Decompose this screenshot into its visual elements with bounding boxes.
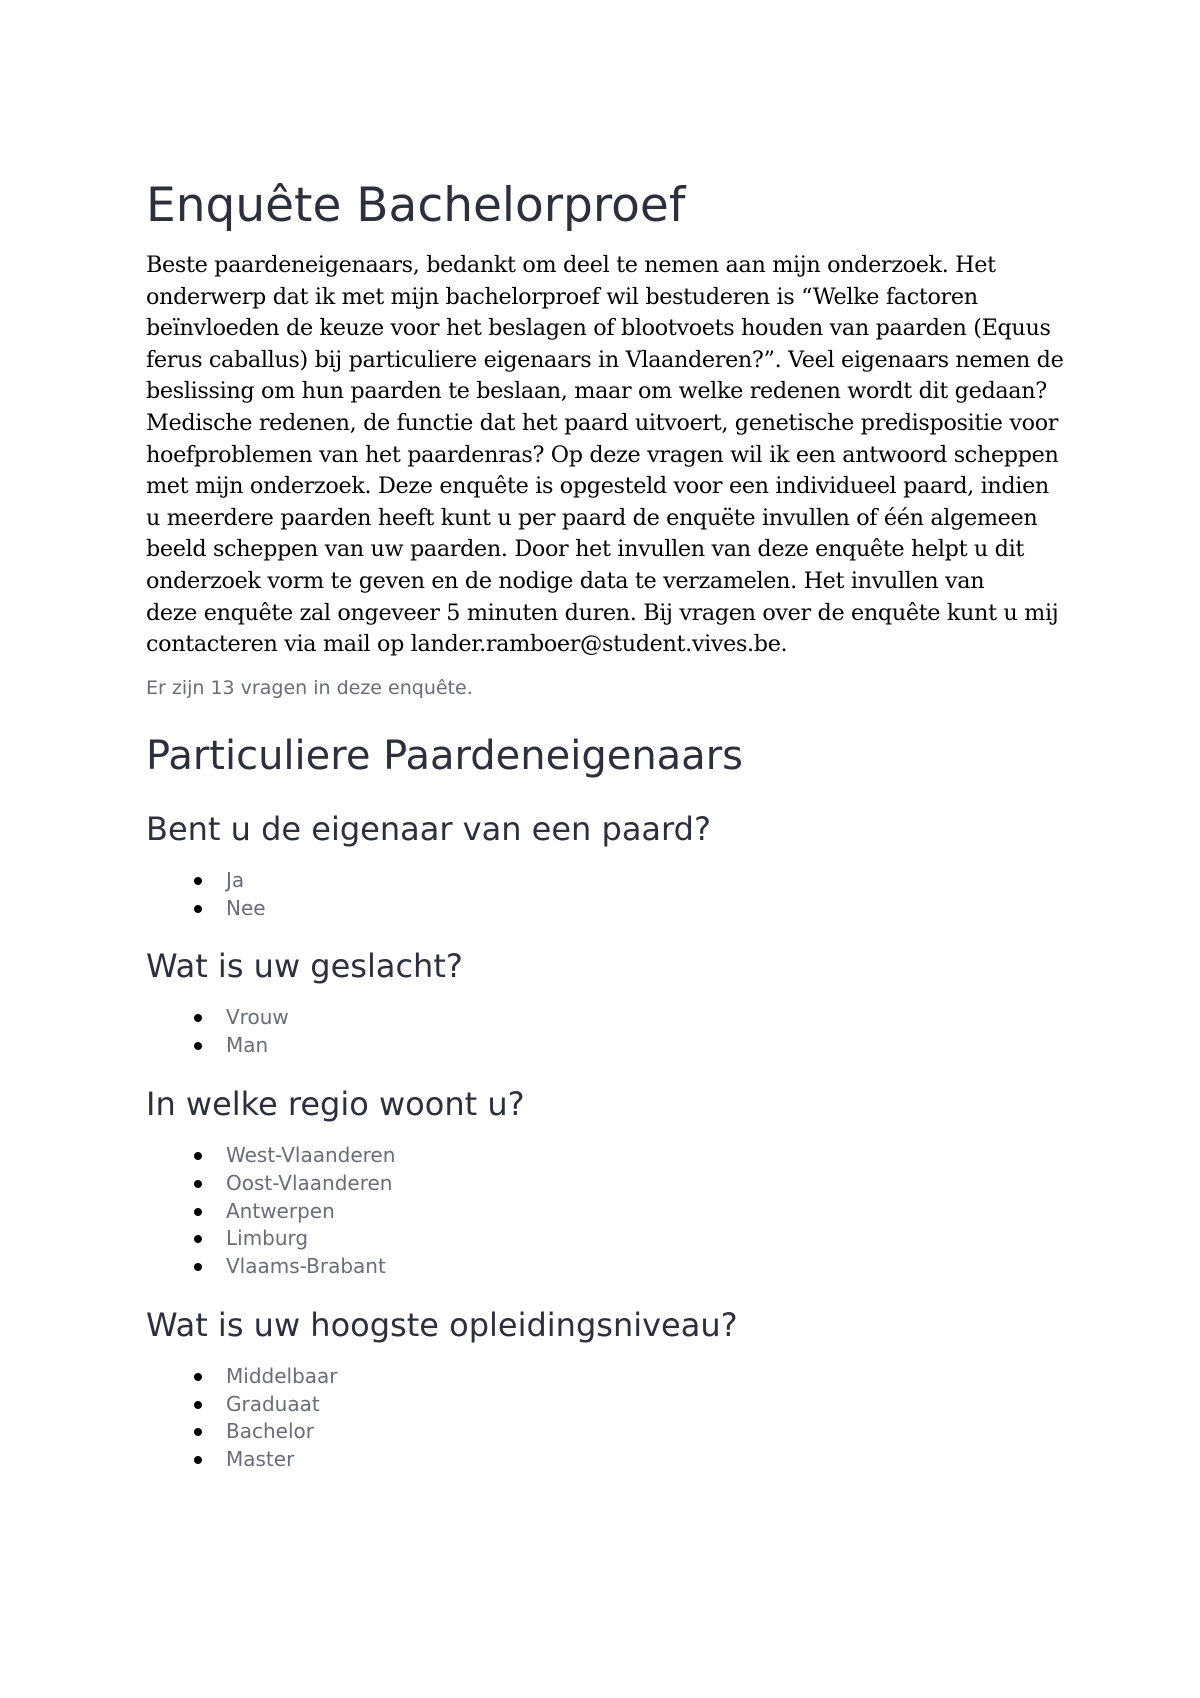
bullet-icon	[194, 1014, 202, 1022]
intro-line: onderzoek vorm te geven en de nodige data te verzamelen. Het invullen van	[146, 567, 985, 594]
option-item	[194, 895, 1076, 923]
bullet-icon	[194, 1456, 202, 1464]
bullet-icon	[194, 1263, 202, 1271]
question-title: Bent u de eigenaar van een paard?	[146, 809, 711, 848]
bullet-icon	[194, 1373, 202, 1381]
option-label: Graduaat	[226, 1391, 320, 1416]
option-label: Middelbaar	[226, 1363, 338, 1388]
option-label: Vrouw	[226, 1005, 289, 1030]
group-title: Particuliere Paardeneigenaars	[146, 732, 743, 779]
option-item	[194, 1004, 1076, 1032]
option-list	[146, 1363, 1076, 1474]
survey-document	[146, 176, 1076, 1474]
question-education	[146, 1305, 1076, 1474]
option-list	[146, 867, 1076, 923]
intro-line: u meerdere paarden heeft kunt u per paard de enquëte invullen of één algemeen	[146, 504, 1038, 531]
question-region	[146, 1084, 1076, 1281]
question-title: Wat is uw geslacht?	[146, 947, 463, 986]
bullet-icon	[194, 1180, 202, 1188]
intro-line: beeld scheppen van uw paarden. Door het invullen van deze enquête helpt u dit	[146, 536, 1024, 563]
option-item	[194, 1198, 1076, 1226]
option-item	[194, 1142, 1076, 1170]
option-item	[194, 1032, 1076, 1060]
question-title: Wat is uw hoogste opleidingsniveau?	[146, 1305, 738, 1344]
question-owner	[146, 809, 1076, 923]
intro-line: beslissing om hun paarden te beslaan, maar om welke redenen wordt dit gedaan?	[146, 378, 1047, 405]
survey-title: Enquête Bachelorproef	[146, 178, 686, 233]
option-label: Man	[226, 1033, 269, 1058]
option-label: Master	[226, 1447, 295, 1472]
question-gender	[146, 946, 1076, 1060]
option-label: Nee	[226, 895, 266, 920]
bullet-icon	[194, 905, 202, 913]
bullet-icon	[194, 1208, 202, 1216]
intro-paragraph	[146, 250, 1076, 661]
intro-line: Beste paardeneigenaars, bedankt om deel te nemen aan mijn onderzoek. Het	[146, 252, 996, 278]
intro-line: beïnvloeden de keuze voor het beslagen of blootvoets houden van paarden (Equus	[146, 315, 1051, 342]
intro-line: deze enquête zal ongeveer 5 minuten duren. Bij vragen over de enquête kunt u mij	[146, 599, 1059, 626]
intro-line: hoefproblemen van het paardenras? Op deze vragen wil ik een antwoord scheppen	[146, 441, 1059, 468]
bullet-icon	[194, 1152, 202, 1160]
bullet-icon	[194, 1428, 202, 1436]
option-label: Ja	[226, 867, 245, 892]
option-item	[194, 1391, 1076, 1419]
intro-line: Medische redenen, de functie dat het paard uitvoert, genetische predispositie voor	[146, 409, 1059, 436]
option-item	[194, 1225, 1076, 1253]
option-label: West-Vlaanderen	[226, 1142, 396, 1167]
bullet-icon	[194, 1401, 202, 1409]
option-label: Bachelor	[226, 1419, 314, 1444]
option-label: Antwerpen	[226, 1198, 335, 1223]
option-label: Oost-Vlaanderen	[226, 1170, 393, 1195]
intro-line: onderwerp dat ik met mijn bachelorproef wil bestuderen is “Welke factoren	[146, 283, 978, 310]
option-label: Limburg	[226, 1226, 309, 1251]
bullet-icon	[194, 1042, 202, 1050]
option-label: Vlaams-Brabant	[226, 1254, 386, 1279]
question-count-note: Er zijn 13 vragen in deze enquête.	[146, 676, 473, 699]
bullet-icon	[194, 1235, 202, 1243]
option-list	[146, 1142, 1076, 1281]
option-item	[194, 1253, 1076, 1281]
option-item	[194, 1446, 1076, 1474]
intro-line: met mijn onderzoek. Deze enquête is opgesteld voor een individueel paard, indien	[146, 473, 1049, 500]
option-item	[194, 1418, 1076, 1446]
bullet-icon	[194, 877, 202, 885]
option-list	[146, 1004, 1076, 1060]
question-title: In welke regio woont u?	[146, 1084, 525, 1123]
intro-line: contacteren via mail op lander.ramboer@student.vives.be.	[146, 631, 788, 658]
option-item	[194, 1170, 1076, 1198]
option-item	[194, 867, 1076, 895]
intro-line: ferus caballus) bij particuliere eigenaars in Vlaanderen?”. Veel eigenaars nemen de	[146, 346, 1064, 373]
option-item	[194, 1363, 1076, 1391]
